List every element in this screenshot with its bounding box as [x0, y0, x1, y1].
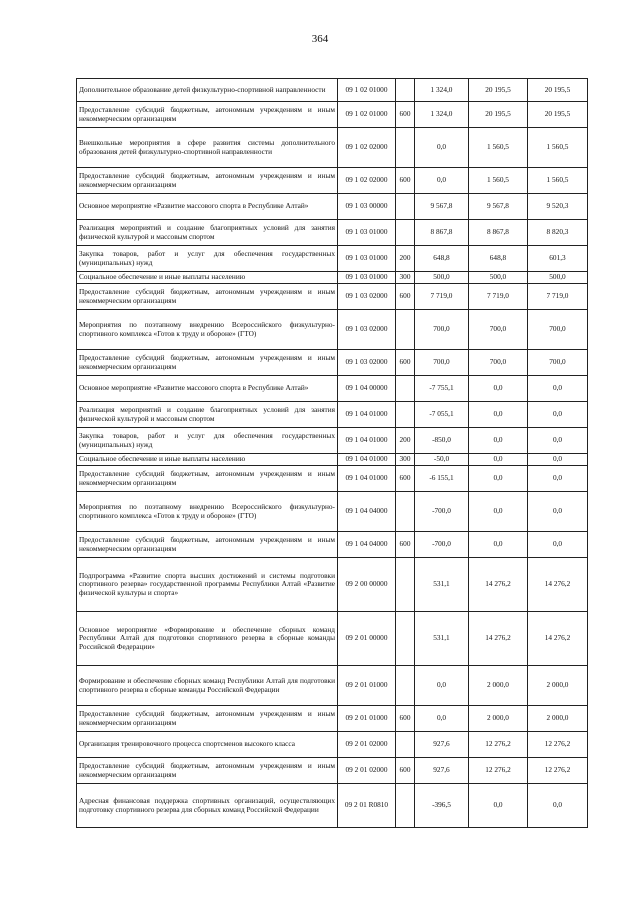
table-row — [77, 272, 588, 284]
row-value-3: 7 719,0 — [528, 284, 588, 310]
row-code: 09 1 04 01000 — [338, 402, 396, 428]
table-row — [77, 532, 588, 558]
row-code: 09 1 04 04000 — [338, 532, 396, 558]
row-expense-type — [396, 194, 415, 220]
table-row — [77, 220, 588, 246]
table-row — [77, 246, 588, 272]
row-value-1: -850,0 — [415, 428, 469, 454]
table-row — [77, 612, 588, 666]
row-value-1: 9 567,8 — [415, 194, 469, 220]
table-row — [77, 706, 588, 732]
row-expense-type — [396, 376, 415, 402]
row-name: Мероприятия по поэтапному внедрению Всероссийского физкультурно-спортивного комплекса «Готов к труду и обороне» (ГТО) — [77, 310, 338, 350]
row-value-1: -6 155,1 — [415, 466, 469, 492]
row-expense-type — [396, 732, 415, 758]
row-value-1: -700,0 — [415, 492, 469, 532]
row-value-3: 14 276,2 — [528, 558, 588, 612]
table-row — [77, 492, 588, 532]
row-value-2: 1 560,5 — [469, 168, 528, 194]
table-row — [77, 428, 588, 454]
row-code: 09 1 03 02000 — [338, 350, 396, 376]
row-value-1: 8 867,8 — [415, 220, 469, 246]
row-code: 09 2 01 02000 — [338, 758, 396, 784]
row-name: Предоставление субсидий бюджетным, автономным учреждениям и иным некоммерческим организациям — [77, 706, 338, 732]
row-expense-type: 600 — [396, 706, 415, 732]
row-expense-type — [396, 402, 415, 428]
page-number: 364 — [311, 33, 329, 45]
row-value-2: 0,0 — [469, 428, 528, 454]
row-value-3: 1 560,5 — [528, 128, 588, 168]
table-row — [77, 79, 588, 102]
table-row — [77, 666, 588, 706]
row-expense-type: 600 — [396, 350, 415, 376]
row-name: Предоставление субсидий бюджетным, автономным учреждениям и иным некоммерческим организациям — [77, 350, 338, 376]
row-value-2: 12 276,2 — [469, 732, 528, 758]
row-value-3: 2 000,0 — [528, 666, 588, 706]
row-expense-type — [396, 612, 415, 666]
table-row — [77, 454, 588, 466]
row-expense-type: 600 — [396, 532, 415, 558]
row-value-2: 700,0 — [469, 310, 528, 350]
row-value-1: -50,0 — [415, 454, 469, 466]
row-value-1: 700,0 — [415, 350, 469, 376]
budget-table — [76, 78, 588, 828]
row-value-1: 531,1 — [415, 558, 469, 612]
table-row — [77, 758, 588, 784]
row-value-2: 0,0 — [469, 466, 528, 492]
row-code: 09 1 02 02000 — [338, 128, 396, 168]
row-name: Реализация мероприятий и создание благоприятных условий для занятия физической культурой и массовым спортом — [77, 402, 338, 428]
row-value-2: 14 276,2 — [469, 558, 528, 612]
table-row — [77, 194, 588, 220]
row-value-3: 8 820,3 — [528, 220, 588, 246]
table-row — [77, 284, 588, 310]
row-name: Реализация мероприятий и создание благоприятных условий для занятия физической культурой и массовым спортом — [77, 220, 338, 246]
row-code: 09 1 02 01000 — [338, 102, 396, 128]
row-code: 09 1 03 02000 — [338, 284, 396, 310]
row-value-3: 0,0 — [528, 402, 588, 428]
row-expense-type: 600 — [396, 758, 415, 784]
row-value-2: 8 867,8 — [469, 220, 528, 246]
row-value-2: 500,0 — [469, 272, 528, 284]
row-code: 09 1 04 01000 — [338, 454, 396, 466]
row-value-1: 0,0 — [415, 666, 469, 706]
row-code: 09 1 04 01000 — [338, 428, 396, 454]
row-value-1: 700,0 — [415, 310, 469, 350]
row-value-3: 0,0 — [528, 492, 588, 532]
row-name: Адресная финансовая поддержка спортивных организаций, осуществляющих подготовку спортивного резерва для сборных команд Российской Федерации — [77, 784, 338, 828]
row-expense-type — [396, 79, 415, 102]
table-row — [77, 784, 588, 828]
row-value-3: 500,0 — [528, 272, 588, 284]
row-value-2: 1 560,5 — [469, 128, 528, 168]
row-code: 09 1 03 00000 — [338, 194, 396, 220]
row-value-3: 9 520,3 — [528, 194, 588, 220]
row-expense-type: 600 — [396, 168, 415, 194]
row-code: 09 1 03 02000 — [338, 310, 396, 350]
row-value-3: 0,0 — [528, 784, 588, 828]
row-expense-type: 200 — [396, 246, 415, 272]
row-value-1: 1 324,0 — [415, 79, 469, 102]
row-expense-type — [396, 784, 415, 828]
row-name: Предоставление субсидий бюджетным, автономным учреждениям и иным некоммерческим организациям — [77, 168, 338, 194]
row-value-3: 0,0 — [528, 532, 588, 558]
row-code: 09 2 01 00000 — [338, 612, 396, 666]
row-value-3: 1 560,5 — [528, 168, 588, 194]
row-code: 09 1 04 00000 — [338, 376, 396, 402]
row-value-1: 927,6 — [415, 758, 469, 784]
row-name: Основное мероприятие «Формирование и обеспечение сборных команд Республики Алтай для подготовки спортивного резерва в сборные команды Российской Федерации» — [77, 612, 338, 666]
table-row — [77, 102, 588, 128]
row-value-1: 0,0 — [415, 168, 469, 194]
row-code: 09 1 03 01000 — [338, 220, 396, 246]
row-value-3: 0,0 — [528, 376, 588, 402]
row-value-2: 9 567,8 — [469, 194, 528, 220]
row-value-3: 601,3 — [528, 246, 588, 272]
row-expense-type: 600 — [396, 102, 415, 128]
row-name: Основное мероприятие «Развитие массового спорта в Республике Алтай» — [77, 194, 338, 220]
row-value-1: -700,0 — [415, 532, 469, 558]
row-name: Формирование и обеспечение сборных команд Республики Алтай для подготовки спортивного резерва в сборные команды Российской Федерации — [77, 666, 338, 706]
row-name: Подпрограмма «Развитие спорта высших достижений и системы подготовки спортивного резерва» государственной программы Республики Алтай «Развитие физической культуры и спорта» — [77, 558, 338, 612]
row-code: 09 2 01 01000 — [338, 706, 396, 732]
row-value-2: 0,0 — [469, 402, 528, 428]
row-code: 09 1 04 04000 — [338, 492, 396, 532]
row-name: Предоставление субсидий бюджетным, автономным учреждениям и иным некоммерческим организациям — [77, 758, 338, 784]
row-value-2: 648,8 — [469, 246, 528, 272]
row-name: Социальное обеспечение и иные выплаты населению — [77, 272, 338, 284]
table-row — [77, 376, 588, 402]
row-name: Дополнительное образование детей физкультурно-спортивной направленности — [77, 79, 338, 102]
row-name: Предоставление субсидий бюджетным, автономным учреждениям и иным некоммерческим организациям — [77, 284, 338, 310]
row-value-2: 2 000,0 — [469, 706, 528, 732]
row-value-3: 14 276,2 — [528, 612, 588, 666]
row-value-3: 2 000,0 — [528, 706, 588, 732]
row-value-2: 0,0 — [469, 492, 528, 532]
row-value-3: 700,0 — [528, 310, 588, 350]
row-value-1: 1 324,0 — [415, 102, 469, 128]
row-code: 09 1 03 01000 — [338, 272, 396, 284]
row-value-2: 700,0 — [469, 350, 528, 376]
row-code: 09 2 01 01000 — [338, 666, 396, 706]
row-value-1: 500,0 — [415, 272, 469, 284]
row-code: 09 2 01 02000 — [338, 732, 396, 758]
row-value-1: 0,0 — [415, 706, 469, 732]
row-value-1: 927,6 — [415, 732, 469, 758]
row-value-3: 700,0 — [528, 350, 588, 376]
row-value-2: 7 719,0 — [469, 284, 528, 310]
row-value-1: -396,5 — [415, 784, 469, 828]
row-value-2: 0,0 — [469, 454, 528, 466]
row-expense-type: 300 — [396, 454, 415, 466]
row-expense-type — [396, 492, 415, 532]
row-value-1: -7 055,1 — [415, 402, 469, 428]
row-value-3: 12 276,2 — [528, 732, 588, 758]
row-expense-type — [396, 128, 415, 168]
row-value-3: 0,0 — [528, 454, 588, 466]
row-expense-type — [396, 310, 415, 350]
row-expense-type — [396, 558, 415, 612]
row-value-3: 0,0 — [528, 466, 588, 492]
row-value-1: 7 719,0 — [415, 284, 469, 310]
row-expense-type: 300 — [396, 272, 415, 284]
row-value-1: 648,8 — [415, 246, 469, 272]
row-name: Предоставление субсидий бюджетным, автономным учреждениям и иным некоммерческим организациям — [77, 466, 338, 492]
row-expense-type: 200 — [396, 428, 415, 454]
row-value-2: 20 195,5 — [469, 79, 528, 102]
row-value-2: 12 276,2 — [469, 758, 528, 784]
row-code: 09 2 01 R0810 — [338, 784, 396, 828]
table-row — [77, 732, 588, 758]
row-name: Предоставление субсидий бюджетным, автономным учреждениям и иным некоммерческим организациям — [77, 532, 338, 558]
row-expense-type: 600 — [396, 466, 415, 492]
row-name: Социальное обеспечение и иные выплаты населению — [77, 454, 338, 466]
row-value-3: 20 195,5 — [528, 102, 588, 128]
table-row — [77, 128, 588, 168]
row-expense-type — [396, 220, 415, 246]
row-value-1: 531,1 — [415, 612, 469, 666]
row-name: Мероприятия по поэтапному внедрению Всероссийского физкультурно-спортивного комплекса «Готов к труду и обороне» (ГТО) — [77, 492, 338, 532]
table-row — [77, 402, 588, 428]
row-code: 09 1 02 02000 — [338, 168, 396, 194]
row-name: Закупка товаров, работ и услуг для обеспечения государственных (муниципальных) нужд — [77, 428, 338, 454]
row-value-3: 12 276,2 — [528, 758, 588, 784]
row-value-2: 0,0 — [469, 532, 528, 558]
row-value-2: 2 000,0 — [469, 666, 528, 706]
row-name: Закупка товаров, работ и услуг для обеспечения государственных (муниципальных) нужд — [77, 246, 338, 272]
table-row — [77, 310, 588, 350]
row-value-3: 20 195,5 — [528, 79, 588, 102]
row-name: Организация тренировочного процесса спортсменов высокого класса — [77, 732, 338, 758]
row-code: 09 2 00 00000 — [338, 558, 396, 612]
row-value-2: 14 276,2 — [469, 612, 528, 666]
row-value-3: 0,0 — [528, 428, 588, 454]
table-row — [77, 466, 588, 492]
table-row — [77, 168, 588, 194]
row-value-2: 0,0 — [469, 376, 528, 402]
row-name: Основное мероприятие «Развитие массового спорта в Республике Алтай» — [77, 376, 338, 402]
row-value-1: -7 755,1 — [415, 376, 469, 402]
row-code: 09 1 04 01000 — [338, 466, 396, 492]
row-value-1: 0,0 — [415, 128, 469, 168]
row-code: 09 1 02 01000 — [338, 79, 396, 102]
row-code: 09 1 03 01000 — [338, 246, 396, 272]
table-row — [77, 350, 588, 376]
row-name: Внешкольные мероприятия в сфере развития системы дополнительного образования детей физкультурно-спортивной направленности — [77, 128, 338, 168]
row-expense-type: 600 — [396, 284, 415, 310]
table-row — [77, 558, 588, 612]
row-name: Предоставление субсидий бюджетным, автономным учреждениям и иным некоммерческим организациям — [77, 102, 338, 128]
row-value-2: 20 195,5 — [469, 102, 528, 128]
row-expense-type — [396, 666, 415, 706]
row-value-2: 0,0 — [469, 784, 528, 828]
budget-table-body — [77, 79, 588, 828]
